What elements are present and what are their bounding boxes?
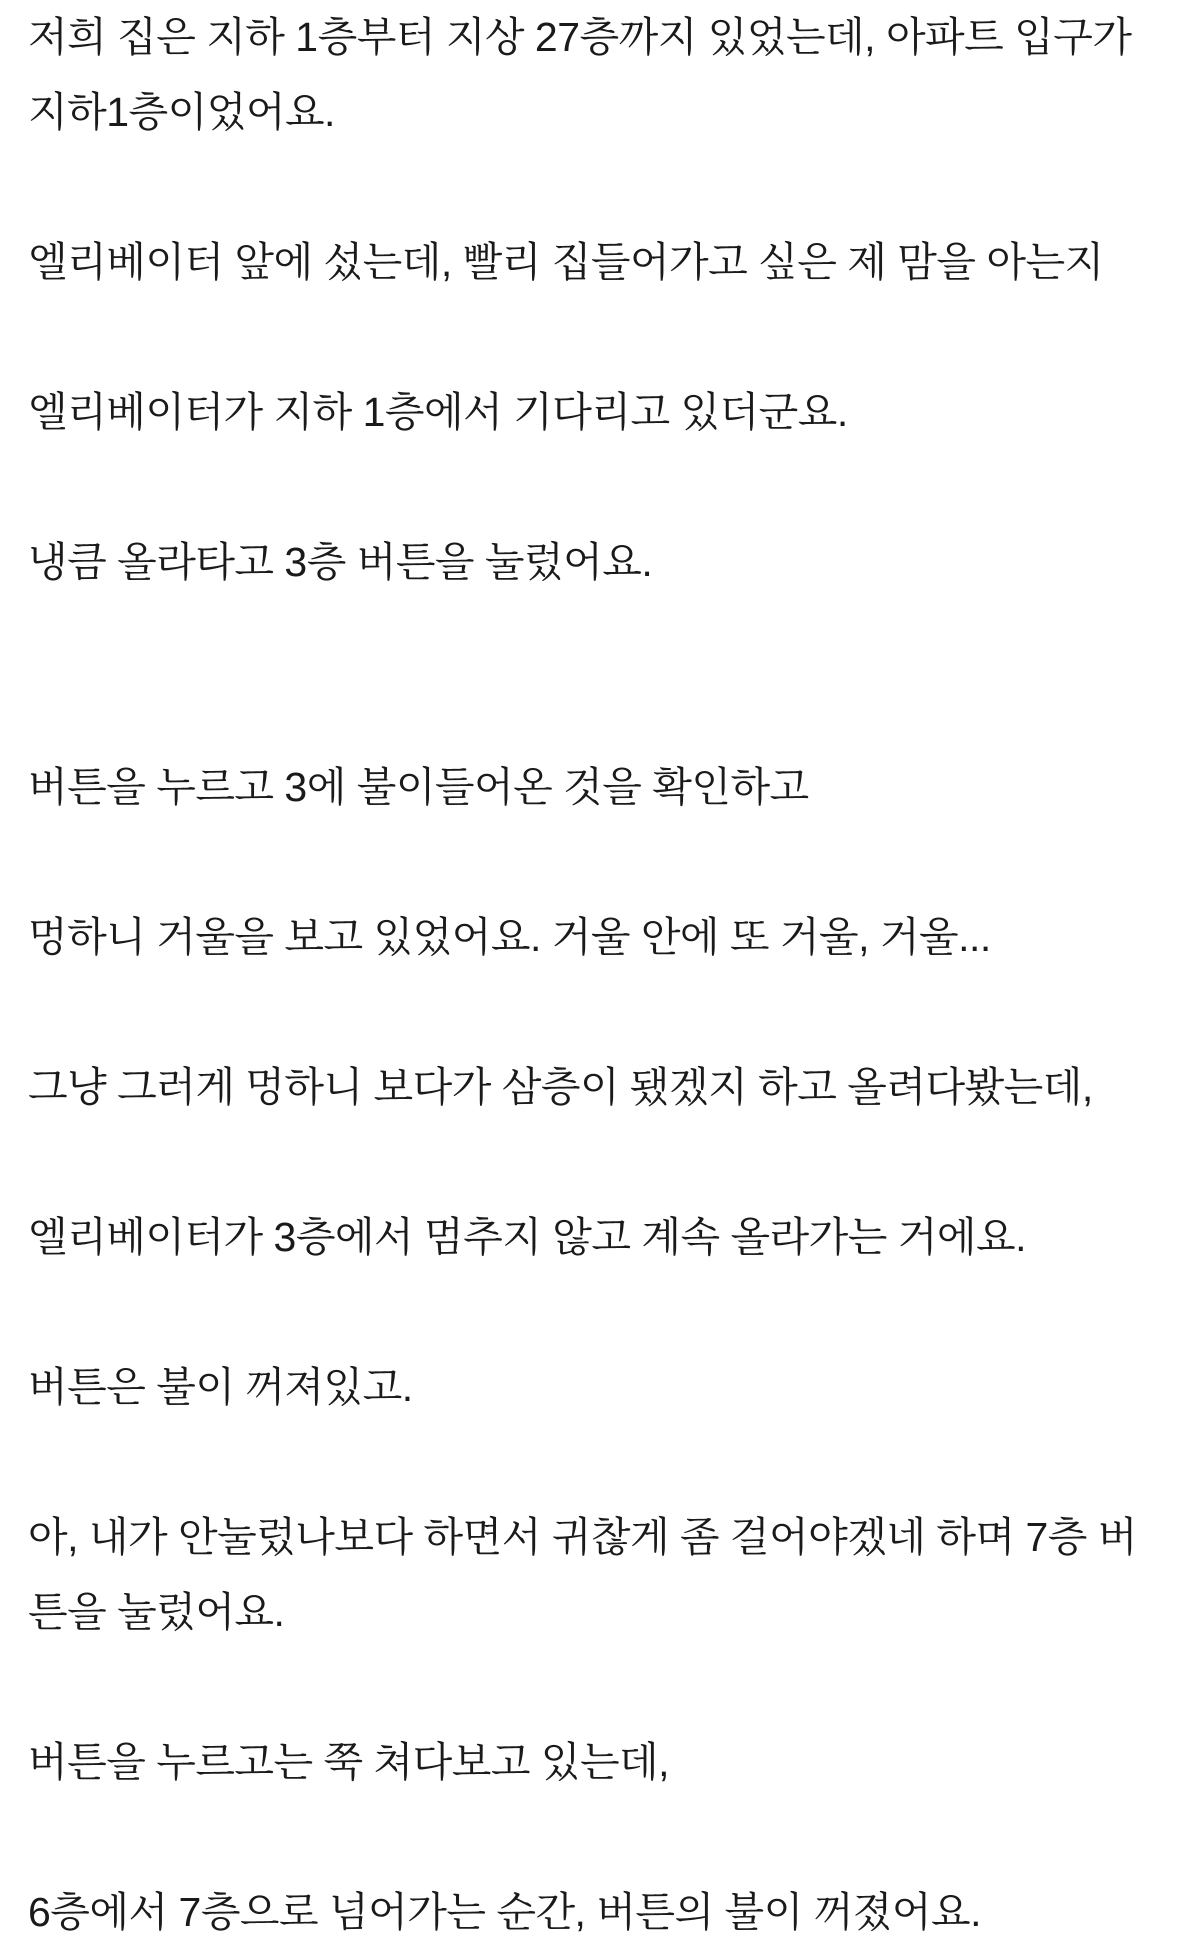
text-line: 6층에서 7층으로 넘어가는 순간, 버튼의 불이 꺼졌어요. — [28, 1889, 981, 1935]
paragraph — [28, 0, 1172, 150]
paragraph — [28, 375, 1172, 450]
text-line: 그냥 그러게 멍하니 보다가 삼층이 됐겠지 하고 올려다봤는데, — [28, 1064, 1093, 1110]
text-line: 엘리베이터가 3층에서 멈추지 않고 계속 올라가는 거에요. — [28, 1214, 1026, 1260]
text-line: 저희 집은 지하 1층부터 지상 27층까지 있었는데, 아파트 입구가 — [28, 14, 1132, 60]
paragraph — [28, 1350, 1172, 1425]
paragraph — [28, 1500, 1172, 1650]
text-line: 아, 내가 안눌렀나보다 하면서 귀찮게 좀 걸어야겠네 하며 7층 버 — [28, 1514, 1137, 1560]
text-line: 버튼을 누르고는 쭉 쳐다보고 있는데, — [28, 1739, 670, 1785]
paragraph — [28, 1725, 1172, 1800]
paragraph — [28, 1050, 1172, 1125]
paragraph — [28, 1875, 1172, 1939]
text-line: 엘리베이터가 지하 1층에서 기다리고 있더군요. — [28, 389, 848, 435]
text-line: 튼을 눌렀어요. — [28, 1589, 285, 1635]
text-line: 냉큼 올라타고 3층 버튼을 눌렀어요. — [28, 539, 653, 585]
text-line: 엘리베이터 앞에 섰는데, 빨리 집들어가고 싶은 제 맘을 아는지 — [28, 239, 1104, 285]
text-line: 버튼을 누르고 3에 불이들어온 것을 확인하고 — [28, 764, 809, 810]
text-line: 버튼은 불이 꺼져있고. — [28, 1364, 413, 1410]
text-line: 멍하니 거울을 보고 있었어요. 거울 안에 또 거울, 거울... — [28, 914, 991, 960]
paragraph — [28, 1200, 1172, 1275]
text-line: 지하1층이었어요. — [28, 89, 335, 135]
paragraph — [28, 525, 1172, 600]
paragraph — [28, 225, 1172, 300]
paragraph — [28, 900, 1172, 975]
paragraph — [28, 750, 1172, 825]
